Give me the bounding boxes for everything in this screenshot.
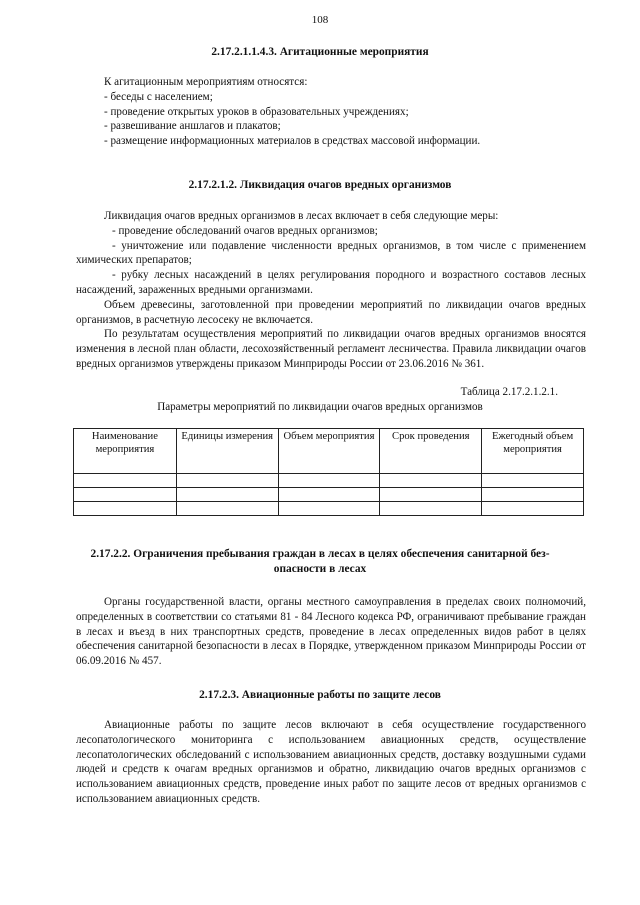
- restrictions-paragraph: Органы государственной власти, органы местного самоуправления в пределах своих полномочий, определенных в соответствии со статьями 81 - 84 Лесного кодекса РФ, ограничивают пребывание граждан в лесах и въезд в них транспортных средств, проведение в лесах определенных видов работ в целях обеспечения санитарной безопасности в лесах в Порядке, утвержденном приказом Минприроды России от 06.09.2016 № 457.: [76, 596, 586, 668]
- table-cell: [380, 502, 482, 516]
- table-caption: Параметры мероприятий по ликвидации очагов вредных организмов: [157, 401, 483, 413]
- section-heading-agitation: 2.17.2.1.1.4.3. Агитационные мероприятия: [211, 46, 429, 58]
- aviation-text: [76, 718, 586, 807]
- pest-intro: Ликвидация очагов вредных организмов в лесах включает в себя следующие меры:: [104, 210, 499, 222]
- pest-paragraph-results: По результатам осуществления мероприятий по ликвидации очагов вредных организмов вносятся изменения в лесной план области, лесохозяйственный регламент лесничества. Правила ликвидации очагов вредных организмов утверждены приказом Минприроды России от 23.06.2016 № 361.: [76, 328, 586, 370]
- table-cell: [176, 488, 278, 502]
- pest-liquidation-text: [76, 209, 586, 372]
- table-row: [74, 474, 584, 488]
- table-cell: [278, 502, 380, 516]
- column-header: Ежегодный объем мероприятия: [482, 429, 584, 474]
- aviation-paragraph: Авиационные работы по защите лесов включают в себя осуществление государственного лесопатологического мониторинга с использованием авиационных средств, осуществление лесопатологических обследований с использованием авиационных средств, доставку воздушными судами людей и средств к очагам вредных организмов и обратно, ликвидацию очагов вредных организмов с использованием авиационных средств, проведение иных работ по защите лесов от вредных организмов с использованием авиационных средств.: [76, 719, 586, 805]
- list-item: - размещение информационных материалов в средствах массовой информации.: [104, 135, 481, 148]
- list-item: - беседы с населением;: [104, 90, 213, 103]
- table-cell: [176, 474, 278, 488]
- list-item: - рубку лесных насаждений в целях регулирования породного и возрастного составов лесных насаждений, зараженных вредными организмами.: [76, 269, 586, 296]
- agitation-list: [104, 75, 564, 149]
- column-header: Единицы измерения: [176, 429, 278, 474]
- table-row: [74, 502, 584, 516]
- section-heading-aviation: 2.17.2.3. Авиационные работы по защите лесов: [199, 689, 441, 701]
- table-cell: [482, 502, 584, 516]
- pest-paragraph-volume: Объем древесины, заготовленной при проведении мероприятий по ликвидации очагов вредных организмов, в расчетную лесосеку не включается.: [76, 298, 586, 326]
- table-label: Таблица 2.17.2.1.2.1.: [460, 386, 558, 398]
- table-cell: [380, 488, 482, 502]
- list-item: - проведение открытых уроков в образовательных учреждениях;: [104, 105, 409, 118]
- column-header: Срок проведения: [380, 429, 482, 474]
- agitation-intro: К агитационным мероприятиям относятся:: [104, 76, 308, 88]
- page-number: 108: [311, 14, 329, 26]
- section-heading-pest-liquidation: 2.17.2.1.2. Ликвидация очагов вредных организмов: [188, 179, 452, 191]
- column-header: Наименование мероприятия: [74, 429, 177, 474]
- table-cell: [482, 488, 584, 502]
- table-cell: [482, 474, 584, 488]
- table-row: [74, 488, 584, 502]
- table-header-row: [74, 429, 584, 474]
- list-item: - уничтожение или подавление численности вредных организмов, в том числе с применением химических препаратов;: [76, 239, 586, 267]
- table-cell: [278, 488, 380, 502]
- column-header: Объем мероприятия: [278, 429, 380, 474]
- section-heading-restrictions: [0, 547, 640, 577]
- restrictions-text: [76, 595, 586, 669]
- table-cell: [74, 502, 177, 516]
- table-cell: [74, 488, 177, 502]
- list-item: - проведение обследований очагов вредных организмов;: [112, 224, 378, 237]
- table-cell: [278, 474, 380, 488]
- table-cell: [176, 502, 278, 516]
- parameters-table: [73, 428, 584, 516]
- table-cell: [380, 474, 482, 488]
- list-item: - развешивание аншлагов и плакатов;: [104, 120, 281, 133]
- table-cell: [74, 474, 177, 488]
- heading-line: опасности в лесах: [273, 562, 367, 575]
- heading-line: 2.17.2.2. Ограничения пребывания граждан в лесах в целях обеспечения санитарной без-: [90, 548, 550, 560]
